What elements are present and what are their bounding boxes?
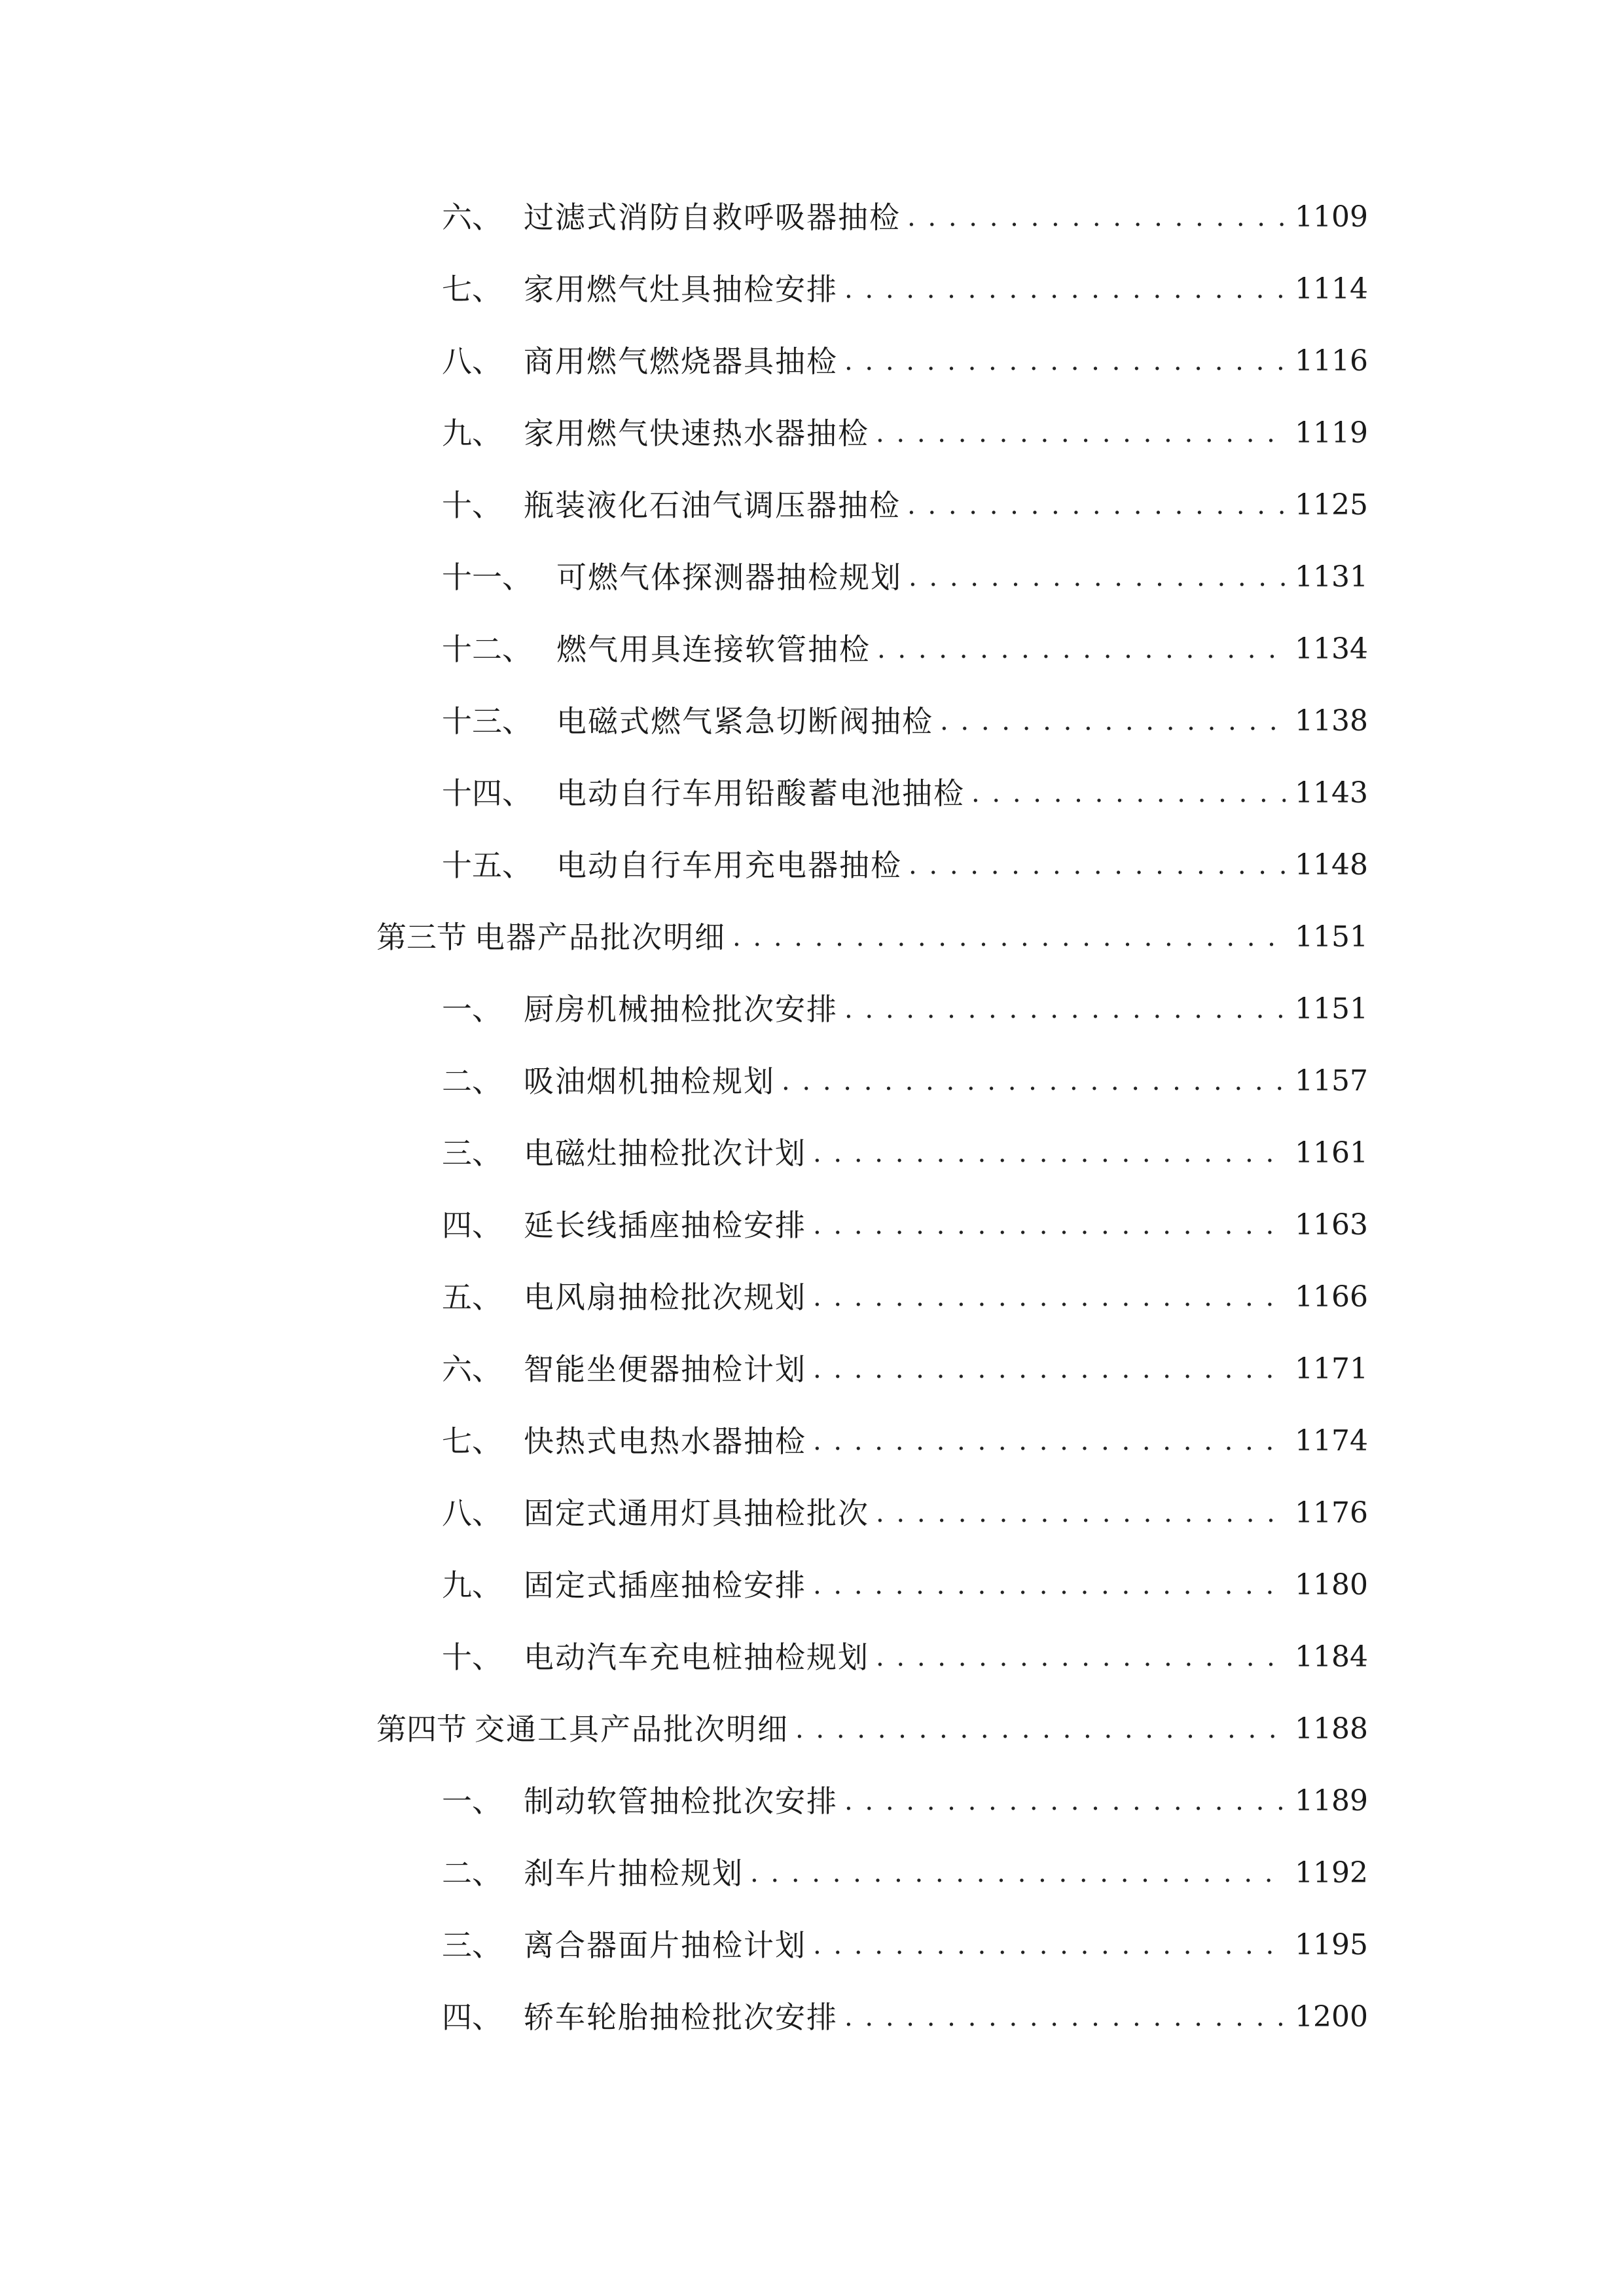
toc-entry-number: 四、 — [442, 2000, 502, 2035]
toc-entry[interactable] — [442, 1271, 1368, 1323]
toc-entry-page: 1174 — [1295, 1424, 1368, 1458]
toc-entry-number: 一、 — [442, 1784, 502, 1819]
toc-entry-page: 1166 — [1295, 1280, 1368, 1314]
toc-section-page: 1151 — [1295, 920, 1368, 954]
toc-entry[interactable] — [442, 1127, 1368, 1179]
toc-entry-page: 1161 — [1295, 1136, 1368, 1170]
dot-leader — [844, 1775, 1286, 1827]
toc-entry-page: 1157 — [1295, 1064, 1368, 1098]
toc-entry-title: 过滤式消防自救呼吸器抽检 — [524, 200, 901, 235]
toc-entry[interactable] — [442, 1847, 1368, 1899]
dot-leader — [909, 839, 1286, 891]
toc-entry[interactable] — [442, 767, 1368, 819]
toc-entry-number: 四、 — [442, 1208, 502, 1243]
toc-section-title: 交通工具产品批次明细 — [475, 1712, 789, 1747]
dot-leader — [813, 1199, 1286, 1251]
toc-entry-page: 1184 — [1295, 1640, 1368, 1674]
toc-entry-number: 十三、 — [442, 704, 532, 739]
toc-entry-page: 1138 — [1295, 704, 1368, 738]
toc-section-heading[interactable] — [376, 911, 1368, 963]
toc-entry-number: 三、 — [442, 1136, 502, 1171]
dot-leader — [940, 695, 1286, 747]
dot-leader — [907, 191, 1286, 243]
toc-entry-number: 二、 — [442, 1856, 502, 1891]
toc-entry-title: 固定式插座抽检安排 — [524, 1568, 806, 1603]
toc-section-page: 1188 — [1295, 1712, 1368, 1746]
toc-entry[interactable] — [442, 479, 1368, 531]
toc-entry-title: 快热式电热水器抽检 — [524, 1424, 806, 1459]
toc-section-number: 第三节 — [376, 920, 467, 955]
toc-entry-number: 六、 — [442, 1352, 502, 1387]
toc-entry-number: 八、 — [442, 344, 502, 379]
toc-entry-title: 电磁式燃气紧急切断阀抽检 — [556, 704, 933, 739]
toc-entry[interactable] — [442, 1199, 1368, 1251]
toc-entry-title: 制动软管抽检批次安排 — [524, 1784, 838, 1819]
dot-leader — [877, 623, 1286, 675]
toc-entry-title: 电磁灶抽检批次计划 — [524, 1136, 806, 1171]
toc-entry-page: 1192 — [1295, 1856, 1368, 1890]
dot-leader — [813, 1559, 1286, 1611]
toc-entry-title: 延长线插座抽检安排 — [524, 1208, 806, 1243]
toc-entry-title: 吸油烟机抽检规划 — [524, 1064, 775, 1099]
dot-leader — [732, 911, 1286, 963]
toc-entry[interactable] — [442, 1415, 1368, 1467]
dot-leader — [795, 1703, 1286, 1755]
toc-entry-page: 1119 — [1295, 416, 1368, 450]
toc-entry[interactable] — [442, 263, 1368, 315]
toc-entry-page: 1114 — [1295, 272, 1368, 306]
toc-entry-title: 电动自行车用充电器抽检 — [556, 848, 902, 883]
toc-entry-number: 九、 — [442, 416, 502, 451]
toc-entry-number: 七、 — [442, 272, 502, 307]
toc-entry-title: 刹车片抽检规划 — [524, 1856, 744, 1891]
toc-entry-number: 六、 — [442, 200, 502, 235]
toc-entry[interactable] — [442, 191, 1368, 243]
toc-entry-title: 家用燃气快速热水器抽检 — [524, 416, 869, 451]
toc-entry-title: 电风扇抽检批次规划 — [524, 1280, 806, 1315]
toc-section-title: 电器产品批次明细 — [475, 920, 726, 955]
toc-entry[interactable] — [442, 1559, 1368, 1611]
dot-leader — [909, 551, 1286, 603]
toc-entry-title: 家用燃气灶具抽检安排 — [524, 272, 838, 307]
dot-leader — [782, 1055, 1286, 1107]
toc-entry-title: 商用燃气燃烧器具抽检 — [524, 344, 838, 379]
dot-leader — [844, 983, 1286, 1035]
toc-entry-page: 1109 — [1295, 200, 1368, 234]
toc-entry-title: 瓶装液化石油气调压器抽检 — [524, 488, 901, 523]
toc-entry[interactable] — [442, 551, 1368, 603]
dot-leader — [844, 335, 1286, 387]
toc-entry-number: 十五、 — [442, 848, 532, 883]
toc-entry-number: 九、 — [442, 1568, 502, 1603]
dot-leader — [876, 1631, 1286, 1683]
toc-entry-number: 七、 — [442, 1424, 502, 1459]
toc-entry[interactable] — [442, 1919, 1368, 1971]
dot-leader — [876, 1487, 1286, 1539]
toc-entry-number: 一、 — [442, 992, 502, 1027]
toc-entry[interactable] — [442, 1487, 1368, 1539]
toc-entry[interactable] — [442, 839, 1368, 891]
dot-leader — [813, 1919, 1286, 1971]
toc-entry-page: 1151 — [1295, 992, 1368, 1026]
toc-entry[interactable] — [442, 335, 1368, 387]
toc-entry-title: 厨房机械抽检批次安排 — [524, 992, 838, 1027]
toc-entry-page: 1189 — [1295, 1784, 1368, 1818]
toc-entry-page: 1180 — [1295, 1568, 1368, 1602]
toc-entry[interactable] — [442, 623, 1368, 675]
dot-leader — [971, 767, 1286, 819]
toc-entry-title: 电动汽车充电桩抽检规划 — [524, 1640, 869, 1675]
toc-entry[interactable] — [442, 983, 1368, 1035]
toc-section-heading[interactable] — [376, 1703, 1368, 1755]
dot-leader — [876, 407, 1286, 459]
toc-entry-number: 十、 — [442, 1640, 502, 1675]
toc-entry-number: 十、 — [442, 488, 502, 523]
toc-entry-title: 电动自行车用铅酸蓄电池抽检 — [556, 776, 965, 811]
toc-section-number: 第四节 — [376, 1712, 467, 1747]
dot-leader — [844, 263, 1286, 315]
dot-leader — [813, 1271, 1286, 1323]
toc-entry-number: 十四、 — [442, 776, 532, 811]
toc-entry[interactable] — [442, 1631, 1368, 1683]
toc-entry-title: 离合器面片抽检计划 — [524, 1928, 806, 1963]
toc-entry[interactable] — [442, 695, 1368, 747]
dot-leader — [813, 1415, 1286, 1467]
toc-entry-page: 1134 — [1295, 632, 1368, 666]
toc-entry-title: 轿车轮胎抽检批次安排 — [524, 2000, 838, 2035]
dot-leader — [907, 479, 1286, 531]
toc-entry-page: 1163 — [1295, 1208, 1368, 1242]
toc-entry-page: 1176 — [1295, 1496, 1368, 1530]
toc-entry-title: 可燃气体探测器抽检规划 — [556, 560, 902, 595]
toc-entry-title: 固定式通用灯具抽检批次 — [524, 1496, 869, 1531]
toc-entry[interactable] — [442, 1991, 1368, 2043]
toc-entry[interactable] — [442, 407, 1368, 459]
toc-entry-number: 八、 — [442, 1496, 502, 1531]
toc-entry-page: 1131 — [1295, 560, 1368, 594]
toc-entry-title: 燃气用具连接软管抽检 — [556, 632, 871, 667]
toc-entry-page: 1116 — [1295, 344, 1368, 378]
toc-entry-page: 1148 — [1295, 848, 1368, 882]
toc-entry[interactable] — [442, 1343, 1368, 1395]
toc-entry-page: 1200 — [1295, 2000, 1368, 2034]
toc-entry[interactable] — [442, 1055, 1368, 1107]
toc-entry-number: 五、 — [442, 1280, 502, 1315]
dot-leader — [844, 1991, 1286, 2043]
dot-leader — [750, 1847, 1286, 1899]
toc-entry-page: 1125 — [1295, 488, 1368, 522]
toc-entry-page: 1143 — [1295, 776, 1368, 810]
toc-entry-page: 1195 — [1295, 1928, 1368, 1962]
toc-entry-number: 三、 — [442, 1928, 502, 1963]
toc-entry[interactable] — [442, 1775, 1368, 1827]
toc-entry-title: 智能坐便器抽检计划 — [524, 1352, 806, 1387]
toc-entry-page: 1171 — [1295, 1352, 1368, 1386]
toc-entry-number: 十二、 — [442, 632, 532, 667]
toc-entry-number: 十一、 — [442, 560, 532, 595]
toc-entry-number: 二、 — [442, 1064, 502, 1099]
dot-leader — [813, 1343, 1286, 1395]
dot-leader — [813, 1127, 1286, 1179]
